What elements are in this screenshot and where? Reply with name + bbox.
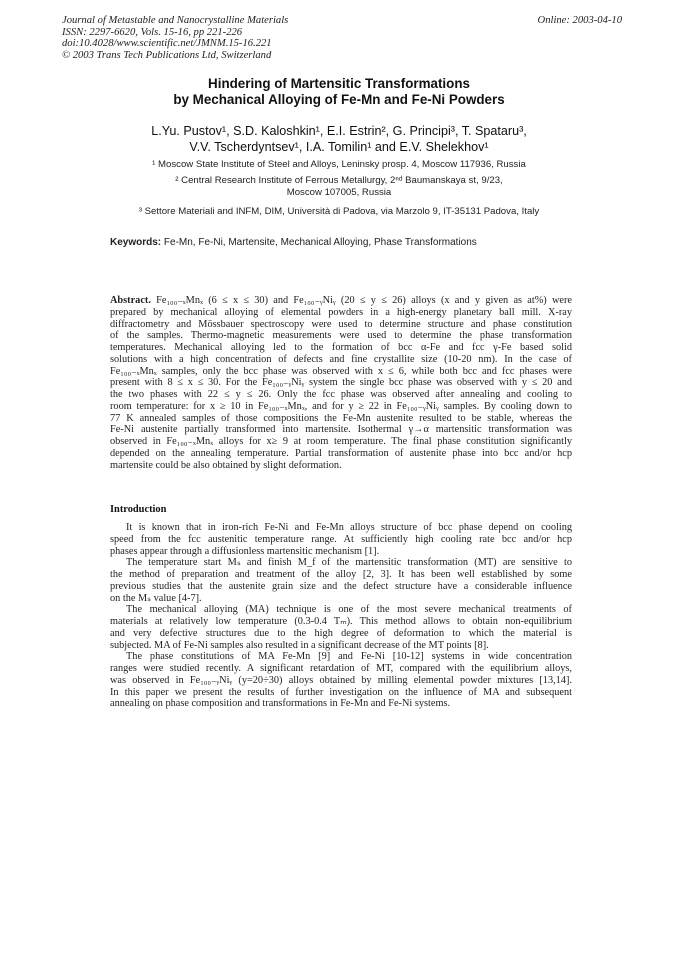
title-line-2: by Mechanical Alloying of Fe-Mn and Fe-Ni Powders	[173, 92, 505, 107]
abstract-line: prepared by mechanical alloying of elemental powders in a high-energy planetary ball mill. X-ray	[110, 306, 572, 318]
keywords-text: Fe-Mn, Fe-Ni, Martensite, Mechanical Alloying, Phase Transformations	[163, 237, 477, 248]
online-date: Online: 2003-04-10	[537, 15, 622, 26]
intro-line: phases appear through a diffusionless martensitic mechanism [1].	[110, 545, 380, 557]
journal-name: Journal of Metastable and Nanocrystalline Materials	[62, 15, 289, 26]
abstract-line: present with 8 ≤ x ≤ 30. For the Fe₁₀₀₋ᵧNiᵧ system the single bcc phase was observed with y ≤ 20 and	[110, 377, 572, 389]
abstract	[110, 295, 572, 471]
affiliation-3-text: ³ Settore Materiali and INFM, DIM, Università di Padova, via Marzolo 9, IT-35131 Padova, Italy	[138, 206, 540, 217]
introduction-heading: Introduction	[110, 504, 167, 515]
affiliation-1	[0, 159, 678, 171]
affiliation-2-line-2: Moscow 107005, Russia	[286, 186, 392, 198]
introduction-body	[110, 522, 572, 710]
abstract-line: Fe₁₀₀₋ₓMnₓ samples, only the bcc phase was observed with x ≤ 6, while both bcc and fcc phases were	[110, 365, 572, 377]
abstract-line: room temperature: for x ≥ 10 in Fe₁₀₀₋ₓMnₓ, and for y ≥ 22 in Fe₁₀₀₋ᵧNiᵧ samples. By cooling down to	[110, 400, 572, 412]
intro-line: The phase constitutions of MA Fe-Mn [9] and Fe-Ni [10-12] systems in wide concentration	[126, 651, 572, 663]
abstract-line: the two phases with 22 ≤ y ≤ 26. Only the fcc phase was observed after annealing and cooling to	[110, 389, 572, 400]
abstract-line: temperatures. Mechanical alloying led to the formation of bcc α-Fe and fcc γ-Fe based solid	[110, 342, 572, 353]
affiliation-2	[0, 175, 678, 198]
intro-line: annealing on phase composition and transformations in Fe-Mn and Fe-Ni systems.	[110, 698, 451, 710]
intro-line: speed from the fcc austenitic temperature range. At sufficiently high cooling rate bcc and/or hcp	[110, 533, 572, 545]
affiliation-1-text: ¹ Moscow State Institute of Steel and Alloys, Leninsky prosp. 4, Moscow 117936, Russia	[152, 159, 526, 170]
abstract-line: Fe-Ni austenite partially transformed into martensite. Isothermal γ→α martensitic transformation was	[110, 424, 572, 436]
journal-issn: ISSN: 2297-6620, Vols. 15-16, pp 221-226	[62, 26, 243, 38]
journal-copyright: © 2003 Trans Tech Publications Ltd, Switzerland	[62, 49, 272, 61]
intro-line: The temperature start Mₛ and finish M_f of the martensitic transformation (MT) are sensitive to	[126, 557, 572, 569]
abstract-line: depended on the annealing temperature. Partial transformation of austenite phase into bcc and/or hcp	[110, 447, 572, 459]
paper-title	[0, 76, 678, 108]
affiliation-3	[0, 206, 678, 218]
title-line-1: Hindering of Martensitic Transformations	[208, 76, 470, 91]
intro-line: The mechanical alloying (MA) technique is one of the most severe mechanical treatments of	[126, 604, 572, 616]
authors-line-2: V.V. Tscherdyntsev¹, I.A. Tomilin¹ and E.V. Shelekhov¹	[189, 140, 489, 154]
intro-line: the method of preparation and treatment of the alloy [2, 3]. It has been well established by some	[110, 569, 572, 580]
intro-line: subjected. MA of Fe-Ni samples also resulted in a significant decrease of the MT points [8].	[110, 639, 489, 651]
journal-header	[62, 15, 622, 61]
abstract-line: observed in Fe₁₀₀₋ₓMnₓ alloys for x≥ 9 at room temperature. The final phase constitution significantly	[110, 436, 572, 447]
abstract-line: martensite could be also obtained by slight deformation.	[110, 459, 342, 471]
intro-line: ranges were studied recently. A significant retardation of MT, compared with the equilibrium alloys,	[110, 663, 572, 674]
abstract-line: solutions with a high concentration of defects and fine crystallite size (10-20 nm). In the case of	[110, 353, 572, 365]
keywords-label: Keywords:	[110, 237, 162, 248]
abstract-line: of the samples. Thermo-magnetic measurements were used to determine the phase transformation	[110, 330, 572, 342]
affiliation-2-line-1: ² Central Research Institute of Ferrous Metallurgy, 2ⁿᵈ Baumanskaya st, 9/23,	[175, 175, 503, 186]
abstract-line: 77 K annealed samples of those compositions the Fe-Mn austenite resulted to be stable, whereas the	[110, 412, 572, 424]
intro-line: and very defective structures due to the high degree of deformation to which the material is	[110, 627, 572, 639]
abstract-label: Abstract.	[110, 295, 151, 306]
intro-line: In this paper we present the results of further investigation on the influence of MA and subsequent	[110, 686, 572, 698]
intro-line: on the Mₛ value [4-7].	[110, 592, 202, 604]
intro-line: previous studies that the austenite grain size and the defect structure have a considerable influence	[110, 580, 572, 592]
intro-line: It is known that in iron-rich Fe-Ni and Fe-Mn alloys structure of bcc phase depend on cooling	[126, 522, 572, 533]
author-list	[0, 123, 678, 155]
keywords	[110, 237, 610, 249]
journal-doi: doi:10.4028/www.scientific.net/JMNM.15-16.221	[62, 38, 272, 50]
intro-line: materials at relatively low temperature (0.3-0.4 Tₘ). This method allows to obtain non-equilibrium	[110, 616, 572, 627]
authors-line-1: L.Yu. Pustov¹, S.D. Kaloshkin¹, E.I. Estrin², G. Principi³, T. Spataru³,	[151, 124, 527, 138]
intro-line: was observed in Fe₁₀₀₋ᵧNiᵧ (y=20÷30) alloys obtained by milling elemental powder mixtures [13,14].	[110, 674, 572, 686]
abstract-line: diffractometry and Mössbauer spectroscopy were used to determine structure and phase constitution	[110, 318, 572, 330]
abstract-line: Abstract. Fe₁₀₀₋ₓMnₓ (6 ≤ x ≤ 30) and Fe₁₀₀₋ᵧNiᵧ (20 ≤ y ≤ 26) alloys (x and y given as at%) were	[110, 295, 572, 306]
